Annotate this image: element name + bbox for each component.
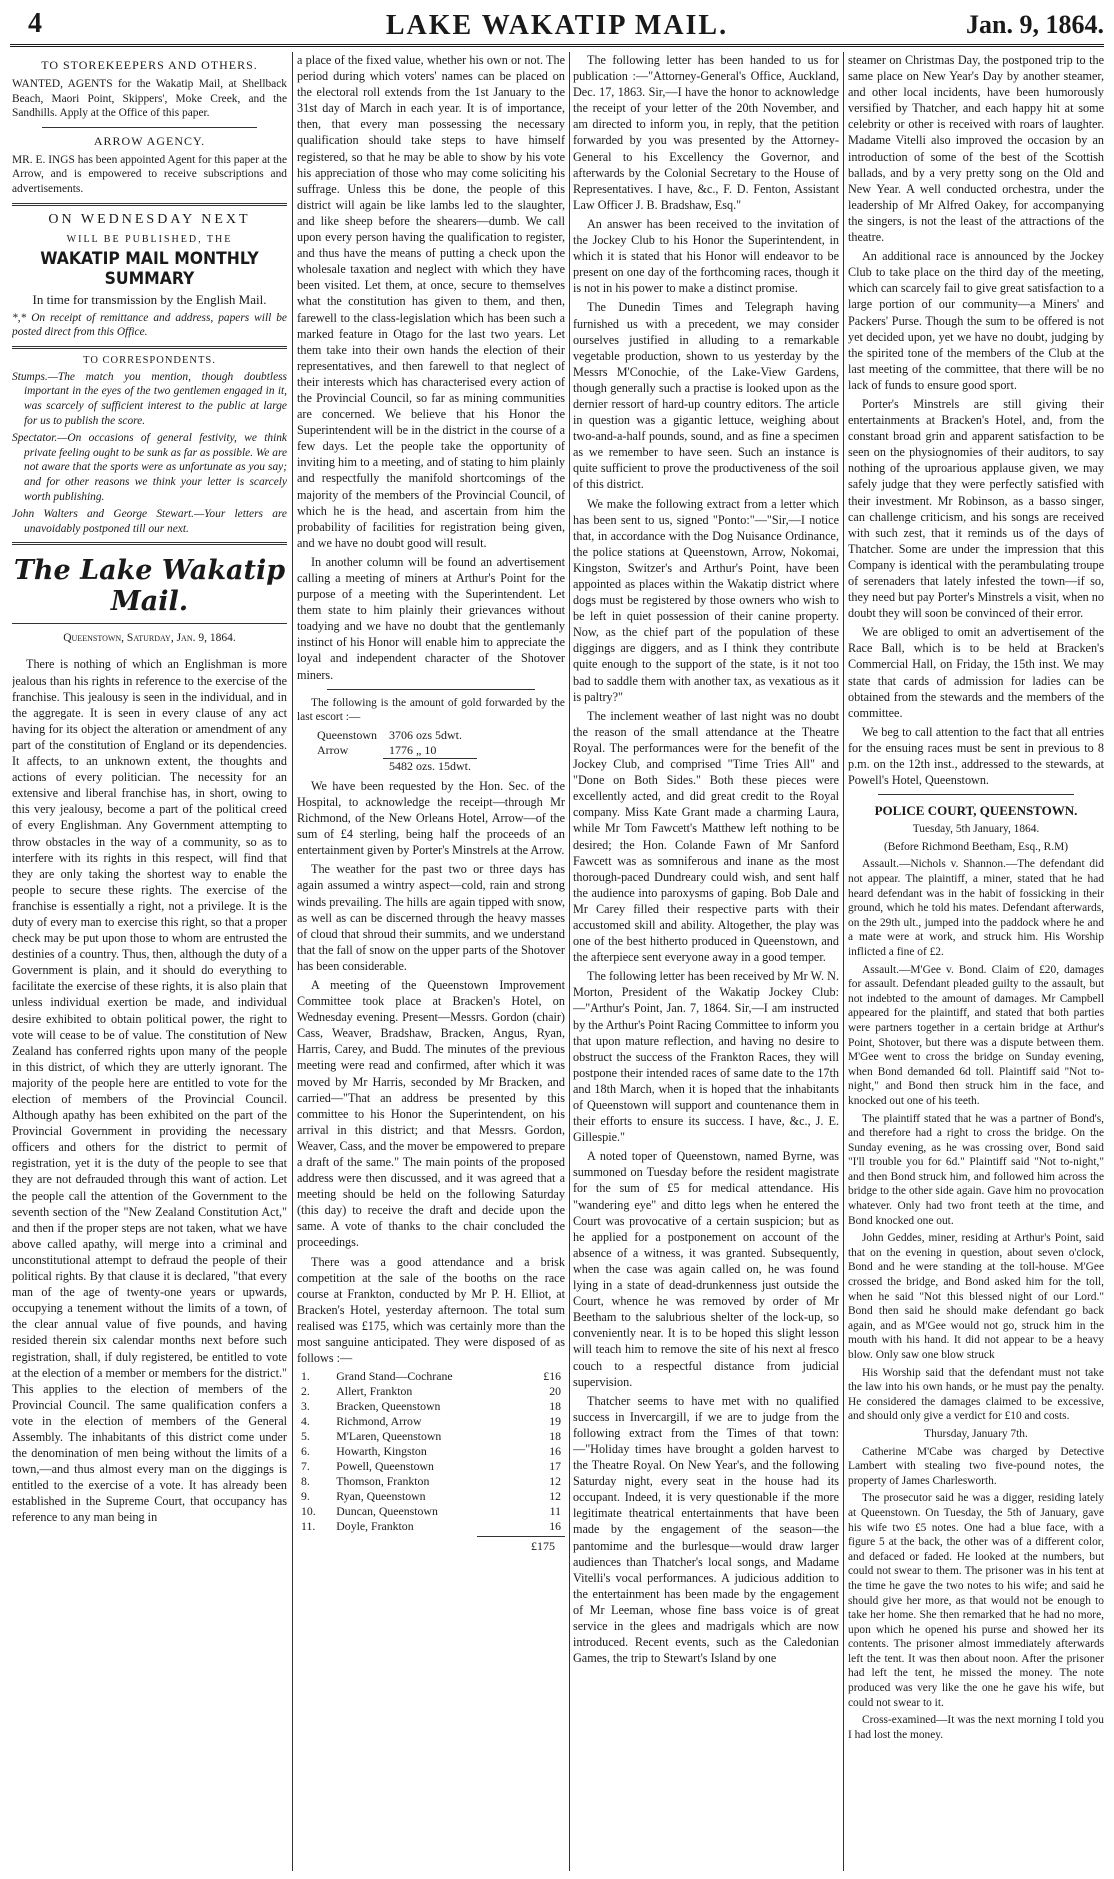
correspondents-heading: TO CORRESPONDENTS. [83,354,216,366]
gold-row [311,728,477,743]
sale-name: Bracken, Queenstown [336,1399,441,1414]
sale-row [297,1369,565,1384]
sale-name: Howarth, Kingston [336,1444,427,1459]
sale-name: Richmond, Arrow [336,1414,422,1429]
sale-number: 11. [301,1519,316,1534]
divider [12,346,287,349]
sales-total: £175 [477,1536,565,1554]
sale-amount: 18 [549,1399,561,1414]
divider [12,623,287,624]
news-paragraph: We are obliged to omit an advertisement of the Race Ball, which is to be held at Bracken's Commercial Hall, on Friday, the 15th inst. We may state that cards of admission for ladies can be obtained from the stewards and the members of the committee. [848,625,1104,720]
arrow-advert: MR. E. INGS has been appointed Agent for this paper at the Arrow, and is empowered to receive subscriptions and advertisements. [12,153,287,195]
news-paragraph: An answer has been received to the invitation of the Jockey Club to his Honor the Superintendent, in which it is stated that his Honor will endeavor to be present on one day of the forthcoming races, though it is not in his power to make a distinct promise. [573,216,839,296]
gold-place: Queenstown [317,727,377,742]
correspondent-note: Stumps.—The match you mention, though doubtless important in the eyes of the two gentlemen engaged in it, was scarcely of sufficient interest to the public at large for us to publish the score. [12,370,287,427]
sale-number: 10. [301,1504,316,1519]
court-paragraph: Catherine M'Cabe was charged by Detective Lambert with stealing two five-pound notes, the property of James Charlesworth. [848,1445,1104,1487]
column-rule [292,52,293,1871]
gold-total: 5482 ozs. 15dwt. [383,758,477,774]
sale-name: Powell, Queenstown [336,1459,434,1474]
page-number: 4 [28,8,42,39]
court-paragraph: The prosecutor said he was a digger, residing lately at Queenstown. On Tuesday, the 5th of January, gave his wife two £5 notes. One had a blue face, with a figure 5 at the back, the other was of a different color, and defaced or faded. He looked at the numbers, but could not swear to them. The prisoner was in his tent at the time he gave the two notes to his wife; and said he should give her more, as that would not be enough to take her home. She then remarked that he had no more, upon which he opened his purse and showed her its contents. The prisoner almost immediately afterwards left the tent. It was then about noon. After the prisoner had left the tent, he missed the money. The note produced was very like the one he gave his wife, but could not swear to it. [848,1492,1104,1709]
court-paragraph: Assault.—Nichols v. Shannon.—The defendant did not appear. The plaintiff, a miner, stated that he had heard defendant was in the habit of fossicking in their ground, which he told his mates. Defendant afterwards, on the 29th ult., jumped into the paddock where he and a mate were at work, and struck him. His Worship inflicted a fine of £2. [848,858,1104,958]
news-paragraph: The inclement weather of last night was no doubt the reason of the small attendance at the Theatre Royal. The performances were for the benefit of the Jockey Club, and comprised "Time Tries All" and "Done on Both Sides." Both these pieces were excellently acted, and did great credit to the Royal company. Miss Kate Grant made a charming Laura, while Mr Tom Fawcett's Matthew left nothing to be desired; the Hon. Colande Fawn of Mr Sanford Fawcett was as somniferous and inane as the most thorough-paced Dundreary could wish, and sent half the audience into paroxysms of gaping. Bob Dale and Mr Carey filled their respective parts with their accustomed skill and ability. Altogether, the play was one of the best hitherto produced in Queenstown, and the afterpiece sent everyone away in a good temper. [573,708,839,965]
sale-row [297,1429,565,1444]
sale-name: M'Laren, Queenstown [336,1429,442,1444]
booth-sales-table [297,1369,565,1534]
sale-amount: 19 [549,1414,561,1429]
sale-amount: 11 [549,1504,561,1519]
dateline: Queenstown, Saturday, Jan. 9, 1864. [63,632,236,645]
column-2 [297,52,565,1871]
gold-row [311,743,477,759]
sale-amount: 12 [549,1489,561,1504]
gold-place: Arrow [317,743,349,758]
court-paragraph: Assault.—M'Gee v. Bond. Claim of £20, damages for assault. Defendant pleaded guilty to the assault, but not indebted to the amount of damages. Mr Campbell appeared for the plaintiff, and stated that both parties were partners together in a certain bridge at Arthur's Point, Shotover, but there was a dispute between them. M'Gee went to cross the bridge on Sunday evening, when Bond demanded 6d toll. Plaintiff said "Not to-night," and Bond then struck him in the face, and knocked out one of his teeth. [848,963,1104,1107]
sale-name: Duncan, Queenstown [336,1504,438,1519]
sale-number: 5. [301,1429,310,1444]
sale-number: 6. [301,1444,310,1459]
news-paragraph: The weather for the past two or three days has again assumed a wintry aspect—cold, rain and strong winds prevailing. The hills are again tipped with snow, as well as can be discerned through the heavy masses of cloud that shroud their summits, and we understand that the fall of snow on the upper parts of the Shotover has been considerable. [297,862,565,973]
sale-row [297,1519,565,1534]
police-date: Tuesday, 5th January, 1864. [912,823,1040,836]
sale-amount: 16 [549,1444,561,1459]
sale-row [297,1444,565,1459]
sale-number: 7. [301,1459,310,1474]
correspondent-note: John Walters and George Stewart.—Your letters are unavoidably postponed till our next. [12,508,287,535]
divider [327,689,535,690]
column-4 [848,52,1104,1871]
divider [12,203,287,206]
header-rule [10,44,1104,48]
gold-intro: The following is the amount of gold forwarded by the last escort :— [297,696,565,724]
gold-table [311,728,477,774]
page-header [10,8,1104,48]
sale-name: Ryan, Queenstown [336,1489,426,1504]
editorial-paragraph: a place of the fixed value, whether his own or not. The period during which voters' names can be placed on the electoral roll extends from the 1st January to the 31st day of March in each year. It is of importance, then, that every man possessing the necessary qualification should take steps to have himself registered, so that he may be able to show by his vote his appreciation of those who may come soliciting his suffrage. Unless this be done, the people of this district will again be like lambs led to the slaughter, and like sheep before the shearers—dumb. We call upon every person having the qualification to register, and thus have the means of putting a check upon the wholesale taxation and neglect with which they have been visited. Let them, at once, secure to themselves what the constitution has given to them, and then, farewell to the class-legislation which has been such a marked feature in Otago for the last two years. Let them take into their own hands the election of their representatives, and then farewell to that neglect of their interests which has characterised every action of the Provincial Council, so far as mining communities are concerned. We believe that his Honor the Superintendent will be in the district in the course of a few days. Let the people take the opportunity of inviting him to a meeting, and of stating to him plainly and respectfully the manifold shortcomings of the majority of the members of the Provincial Council, of which he is the head, and ascertain from him the probability of facilities for registration being given, and we have no doubt good will result. [297,53,565,550]
column-rule [569,52,570,1871]
news-paragraph: Thatcher seems to have met with no qualified success in Invercargill, if we are to judge from the following extract from the Times of that town:—"Holiday times have brought a golden harvest to the Theatre Royal. On New Year's, and the following Saturday night, every seat in the house had its occupant. Indeed, it is very questionable if the more legitimate theatrical entertainments that have been made by the engagement of the season—the pantomime and the burlesque—would draw larger audiences than Thatcher's local songs, and Madame Vitelli's vocal performances. A judicious addition to the entertainment has been made by the engagement of Mr Leeman, whose fine bass voice is of great service in the glees and madrigals which are now introduced. Recent events, such as the Caledonian Games, the trip to Stewart's Island by one [573,1393,839,1666]
news-paragraph: Porter's Minstrels are still giving their entertainments at Bracken's Hotel, and, from the constant broad grin and apparent satisfaction to be seen on the physiognomies of their auditors, to say nothing of the uproarious applause given, we may safely judge that they were perfectly satisfied with their investment. Mr Robinson, as a basso singer, can challenge criticism, and his songs are received with such zest, that it reminds us of the days of Thatcher. Some are under the impression that this Company is identical with the perambulating troupe of serenaders that lately infested the town—if so, they need but pay Porter's Minstrels a visit, when no doubt they will soon be convinced of their error. [848,396,1104,621]
sale-number: 3. [301,1399,310,1414]
sale-row [297,1399,565,1414]
column-3 [573,52,839,1871]
news-paragraph: We have been requested by the Hon. Sec. of the Hospital, to acknowledge the receipt—through Mr Richmond, of the New Orleans Hotel, Arrow—of the sum of £4 sterling, being half the proceeds of an entertainment given by Porter's Minstrels at the Arrow. [297,778,565,858]
store-advert: WANTED, AGENTS for the Wakatip Mail, at Shellback Beach, Maori Point, Skippers', Moke Creek, and the Sandhills. Apply at the Office of this paper. [12,78,287,120]
gold-amount: 3706 ozs 5dwt. [389,727,462,742]
issue-date: Jan. 9, 1864. [966,10,1104,39]
sale-amount: 12 [549,1474,561,1489]
news-paragraph: We beg to call attention to the fact that all entries for the ensuing races must be sent in previous to 8 p.m. on the 12th inst., addressed to the stewards, at Powell's Hotel, Queenstown. [848,724,1104,788]
court-paragraph: John Geddes, miner, residing at Arthur's Point, said that on the evening in question, about seven o'clock, Bond and he were standing at the toll-house. M'Gee crossed the bridge, and Bond asked him for the toll, when he said "Not this blessed night of our Lord." Bond then said he should make defendant go back again, and as M'Gee would not go, struck him in the mouth with his hand. It did not appear to be a heavy blow. Only saw one blow struck [848,1232,1104,1361]
news-paragraph: The following letter has been handed to us for publication :—"Attorney-General's Office, Auckland, Dec. 17, 1863. Sir,—I have the honor to acknowledge the receipt of your letter of the 20th November, and am directed to inform you, in reply, that the petition forwarded by you was presented by the Attorney-General to his Excellency the Governor, and afterwards by the Colonial Secretary to the House of Representatives. I have, &c., F. D. Fenton, Assistant Law Officer J. B. Bradshaw, Esq." [573,53,839,212]
sale-name: Allert, Frankton [336,1384,413,1399]
sale-name: Thomson, Frankton [336,1474,430,1489]
police-before: (Before Richmond Beetham, Esq., R.M) [883,840,1069,853]
police-court-heading: POLICE COURT, QUEENSTOWN. [874,803,1078,819]
sale-amount: 20 [549,1384,561,1399]
sale-name: Grand Stand—Cochrane [336,1369,453,1384]
divider [878,794,1074,795]
sale-row [297,1459,565,1474]
sale-number: 4. [301,1414,310,1429]
summary-title: WAKATIP MAIL MONTHLY SUMMARY [40,248,259,289]
wednesday-line: ON WEDNESDAY NEXT [48,211,251,227]
sale-name: Doyle, Frankton [336,1519,414,1534]
court-paragraph: His Worship said that the defendant must not take the law into his own hands, or he must pay the penalty. He considered the damages claimed to be excessive, and should only give a verdict for £10 and costs. [848,1366,1104,1423]
masthead: The Lake Wakatip Mail. [13,555,286,618]
news-paragraph: An additional race is announced by the Jockey Club to take place on the third day of the meeting, which can scarcely fail to give great satisfaction to a large portion of our community—a Miners' and Packers' Purse. Though the sum to be offered is not yet decided upon, yet we have no doubt, judging by the spirited tone of the members of the Club at the last meeting of the committee, that there will be no lack of funds to ensure good sport. [848,249,1104,392]
correspondent-note: Spectator.—On occasions of general festivity, we think private feeling ought to be sunk as far as possible. We are not aware that the sports were as unfortunate as you say; and for other reasons we think your letter is scarcely worth publishing. [12,432,287,503]
news-paragraph: There was a good attendance and a brisk competition at the sale of the booths on the race course at Frankton, conducted by Mr P. H. Elliot, at Bracken's Hotel, yesterday afternoon. The total sum realised was £175, which was certainly more than the most sanguine anticipated. They were disposed of as follows :— [297,1254,565,1366]
store-heading: TO STOREKEEPERS AND OTHERS. [41,58,258,72]
column-rule [843,52,844,1871]
divider [42,127,257,128]
sale-number: 8. [301,1474,310,1489]
sale-row [297,1474,565,1489]
newspaper-title: LAKE WAKATIP MAIL. [385,10,729,41]
news-paragraph: A meeting of the Queenstown Improvement Committee took place at Bracken's Hotel, on Wednesday evening. Present—Messrs. Gordon (chair) Cass, Weaver, Bradshaw, Bracken, Angus, Ryan, Harris, Carey, and Budd. The minutes of the previous meeting were read and confirmed, after which it was moved by Mr Harris, seconded by Mr Bracken, and carried—"That an address be presented by this committee to his Honor the Superintendent, on his arrival in this district; and that Messrs. Gordon, Weaver, Cass, and the mover be empowered to prepare a draft of the same." The main points of the proposed address were then discussed, and it was agreed that a meeting should be held on the following Saturday (this day) to receive the draft and decide upon the same. A vote of thanks to the chair concluded the proceedings. [297,977,565,1250]
sale-number: 2. [301,1384,310,1399]
gold-amount: 1776 „ 10 [389,742,437,757]
gold-total-row [311,758,477,774]
news-paragraph: steamer on Christmas Day, the postponed trip to the same place on New Year's Day by another steamer, and other local incidents, have been humorously versified by Thatcher, and each happy hit at some celebrity or other is received with roars of laughter. Madame Vitelli also improved the occasion by an introduction of some of the best of the Scottish ballads, and by a very pretty song on the Old and New Year. A well conducted orchestra, under the leadership of Mr Alfred Oakey, for accompanying the singers, is not the least of the attractions of the theatre. [848,53,1104,245]
remittance-note: *,* On receipt of remittance and address, papers will be posted direct from this Office. [12,311,287,339]
court-date: Thursday, January 7th. [924,1427,1028,1440]
sale-amount: 17 [549,1459,561,1474]
news-paragraph: The following letter has been received by Mr W. N. Morton, President of the Wakatip Jockey Club:—"Arthur's Point, Jan. 7, 1864. Sir,—I am instructed by the Arthur's Point Racing Committee to inform you that upon mature reflection, and having no desire to obstruct the success of the Frankton Races, they will postpone their intended races of same date to the 17th and 18th March, when it is hoped that the inhabitants of Queenstown will support and countenance them in their efforts to ensure its success. I have, &c., J. E. Gillespie." [573,969,839,1145]
sale-number: 1. [301,1369,310,1384]
sale-row [297,1414,565,1429]
sale-row [297,1504,565,1519]
transmission-line: In time for transmission by the English Mail. [32,291,267,307]
court-paragraph: Cross-examined—It was the next morning I told you I had lost the money. [848,1714,1104,1741]
sale-amount: £16 [543,1369,561,1384]
sale-amount: 16 [549,1519,561,1534]
sale-number: 9. [301,1489,310,1504]
court-paragraph: The plaintiff stated that he was a partner of Bond's, and therefore had a right to cross the bridge. On the Sunday evening, as he was crossing over, Bond said "I'll trouble you for 6d." Plaintiff said "Not to-night," and then Bond struck him, and followed him across the bridge to the other side again. Gave him no provocation whatever. Only had two front teeth at the time, and Bond knocked one out. [848,1112,1104,1227]
sale-row [297,1384,565,1399]
editorial-paragraph: There is nothing of which an Englishman is more jealous than his rights in reference to the exercise of the franchise. This jealousy is seen in the individual, and in the aggregate. It is seen in every clause of any act having for its object the alteration or amendment of any part of the constitution of England or its dependencies. It affects, to an unknown extent, the thoughts and actions of every politician. The necessity for an extensive and liberal franchise has, in short, owing to this very jealousy, become a part of the political creed of every Englishman. Any Government attempting to throw obstacles in the way of a community, so as to interfere with its rights in this respect, will find that they are only taking the shortest way to enable the people to secure these rights. The exercise of the franchise is essentially a right, not a privilege. It is the duty of every man to exercise this right, so that a proper check may be put upon those to whom are entrusted the destinies of a country. Thus, then, although the duty of a Government is plain, and it should do everything to facilitate the exercise of these rights, it is also plain that unless individual exertion be made, and individual desire exhibited to obtain political power, the right to vote will cease to be of value. The constitution of New Zealand has conferred rights upon many of the people in this district, of which they are utterly ignorant. The majority of the people here are entitled to vote for the election of members of the Provincial Council. Although apathy has been exhibited on the part of the Provincial Government in providing the necessary officers and others for the district to permit of registration, yet it is the duty of the people to see that they are not defrauded through this want of action. Let the people call the attention of the Government to the seventh section of the "New Zealand Constitution Act," and then if the proper steps are not taken, what we have above called apathy, will merge into a criminal and unconstitutional attempt to defraud the people of their political rights. By that clause it is declared, "that every man of the age of twenty-one years or upwards, occupying a tenement without the limits of a town, of the clear annual value of five pounds, and having resided therein six calendar months next before such registration, shall, if duly registered, be entitled to vote at the election of a member or members for the district." This applies to the election of members of the Provincial Council. The same qualification confers a vote in the election of members of the General Assembly. The inhabitants of this district come under the denomination of men being without the limits of a town,—and thus almost every man on the diggings is entitled to the exercise of a vote. It has already been established in the Supreme Court, that occupancy has reference to any man being in [12,657,287,1525]
sale-amount: 18 [549,1429,561,1444]
editorial-paragraph: In another column will be found an advertisement calling a meeting of miners at Arthur's Point for the purpose of a meeting with the Superintendent. Let them state to him plainly their grievances without toadying and we have no doubt that the gentlemanly instinct of his Honor will enable him to appreciate the loyal and independent character of the Shotover miners. [297,554,565,682]
sale-row [297,1489,565,1504]
news-paragraph: We make the following extract from a letter which has been sent to us, signed "Ponto:"—"Sir,—I notice that, in accordance with the Dog Nuisance Ordinance, the police stations at Queenstown, Arrow, Nokomai, Kingston, Switzer's and Arthur's Point, have been appointed as places within the Wakatip district where dogs must be registered by those owners who wish to be left in quiet possession of their canine property. Now, as the chief part of the population of these diggings are diggers, and as I think they contribute quite enough to the support of the state, is it not too bad to saddle them with another tax, as vexatious as it is paltry?" [573,496,839,704]
news-paragraph: The Dunedin Times and Telegraph having furnished us with a precedent, we may consider ourselves justified in alluding to a remarkable vegetable production, shown to us yesterday by the Messrs M'Conochie, of the Lake-View Gardens, though generally such a practise is looked upon as the dernier ressort of hard-up country editors. The article in question was a gigantic lettuce, weighing about two-and-a-half pounds, sound, and as fine a specimen as we remember to have seen. Such an instance is quite sufficient to prove the productiveness of the soil of this district. [573,300,839,492]
divider [12,542,287,545]
publish-line: WILL BE PUBLISHED, THE [66,233,233,245]
column-1 [12,52,287,1871]
arrow-heading: ARROW AGENCY. [93,133,206,148]
news-paragraph: A noted toper of Queenstown, named Byrne, was summoned on Tuesday before the resident magistrate for the sum of £5 for medical attendance. His "wandering eye" and ditto legs when he entered the Court was provocative of a certain suspicion; but as he applied for a postponement on account of the absence of a witness, it was granted. Subsequently, when the case was again called on, he was found lying in a state of dead-drunkenness just outside the Court, whence he was removed by order of Mr Beetham to the salubrious shelter of the lock-up, so conveniently near. It is to be hoped this slight lesson will teach him to remove the site of his next al fresco couch to a respectful distance from judicial supervision. [573,1149,839,1389]
